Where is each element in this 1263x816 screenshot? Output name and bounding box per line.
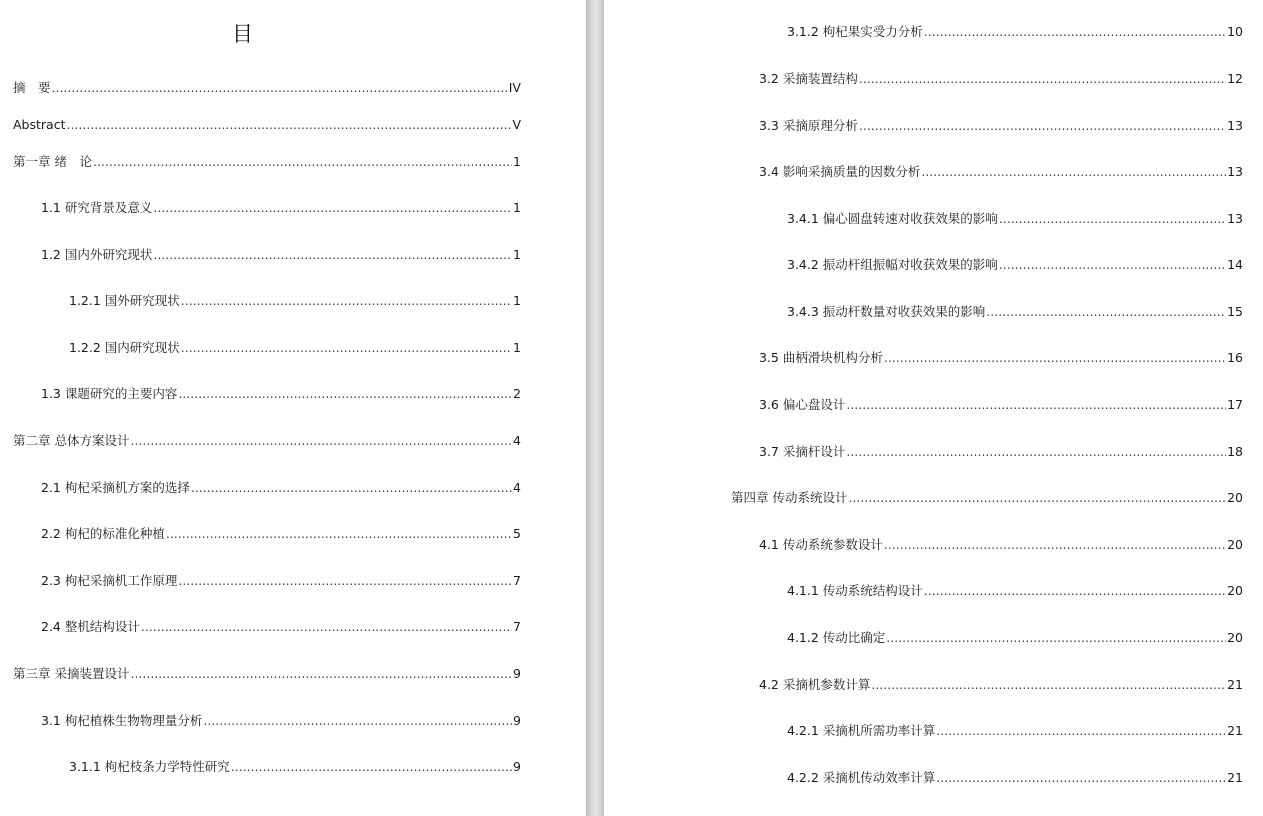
toc-entry-page: 21: [1227, 723, 1243, 738]
toc-entry-page: 12: [1227, 71, 1243, 86]
toc-entry-abstract-cn[interactable]: [13, 80, 521, 96]
toc-entry-3-4-3[interactable]: [787, 304, 1243, 320]
toc-entry-text: 2.2 枸杞的标准化种植: [41, 526, 165, 541]
toc-entry-abstract-en[interactable]: [13, 117, 521, 133]
toc-entry-page: 20: [1227, 583, 1243, 598]
toc-entry-page: 9: [513, 759, 521, 774]
toc-entry-page: 9: [513, 666, 521, 681]
toc-page-left: [0, 0, 586, 816]
toc-leader-dots: [231, 759, 512, 775]
toc-entry-text: 第四章 传动系统设计: [731, 490, 848, 505]
toc-entry-page: 14: [1227, 257, 1243, 272]
toc-leader-dots: [178, 386, 512, 402]
toc-entry-2-1[interactable]: [41, 480, 521, 496]
toc-entry-page: 1: [513, 340, 521, 355]
toc-leader-dots: [884, 350, 1226, 366]
toc-entry-page: 13: [1227, 164, 1243, 179]
toc-entry-page: 1: [513, 293, 521, 308]
toc-leader-dots: [936, 770, 1226, 786]
toc-entry-3-1-1[interactable]: [69, 759, 521, 775]
toc-entry-text: 1.3 课题研究的主要内容: [41, 386, 178, 401]
toc-entry-text: 2.1 枸杞采摘机方案的选择: [41, 480, 190, 495]
toc-entry-4-2-1[interactable]: [787, 723, 1243, 739]
toc-entry-text: 4.1 传动系统参数设计: [759, 537, 883, 552]
toc-entry-text: Abstract: [13, 117, 66, 132]
toc-leader-dots: [859, 118, 1226, 134]
toc-entry-1-2-1[interactable]: [69, 293, 521, 309]
toc-leader-dots: [986, 304, 1226, 320]
toc-entry-4-1-2[interactable]: [787, 630, 1243, 646]
toc-leader-dots: [886, 630, 1226, 646]
toc-entry-text: 第二章 总体方案设计: [13, 433, 130, 448]
toc-leader-dots: [846, 444, 1226, 460]
toc-entry-text: 2.4 整机结构设计: [41, 619, 140, 634]
toc-leader-dots: [884, 537, 1226, 553]
toc-entry-2-3[interactable]: [41, 573, 521, 589]
toc-entry-page: IV: [508, 80, 521, 95]
toc-entry-chapter-2[interactable]: [13, 433, 521, 449]
toc-entry-4-1[interactable]: [759, 537, 1243, 553]
toc-entry-page: 10: [1227, 24, 1243, 39]
toc-entry-3-2[interactable]: [759, 71, 1243, 87]
toc-entry-page: 18: [1227, 444, 1243, 459]
toc-entry-page: 5: [513, 526, 521, 541]
toc-entry-page: 7: [513, 573, 521, 588]
toc-leader-dots: [130, 666, 512, 682]
toc-entry-page: 20: [1227, 490, 1243, 505]
toc-entry-text: 4.2.2 采摘机传动效率计算: [787, 770, 936, 785]
toc-entry-text: 3.1 枸杞植株生物物理量分析: [41, 713, 203, 728]
toc-page-right: [604, 0, 1263, 816]
toc-entry-page: 17: [1227, 397, 1243, 412]
toc-entry-text: 第一章 绪 论: [13, 154, 92, 169]
toc-entry-text: 3.4 影响采摘质量的因数分析: [759, 164, 921, 179]
toc-entry-page: 1: [513, 200, 521, 215]
toc-entry-4-2-2[interactable]: [787, 770, 1243, 786]
toc-leader-dots: [153, 200, 512, 216]
toc-entry-page: 9: [513, 713, 521, 728]
toc-leader-dots: [178, 573, 512, 589]
toc-entry-text: 第三章 采摘装置设计: [13, 666, 130, 681]
toc-leader-dots: [936, 723, 1226, 739]
toc-entry-3-3[interactable]: [759, 118, 1243, 134]
toc-entry-3-5[interactable]: [759, 350, 1243, 366]
toc-leader-dots: [166, 526, 512, 542]
toc-leader-dots: [924, 24, 1226, 40]
toc-leader-dots: [924, 583, 1226, 599]
toc-entry-text: 1.2.2 国内研究现状: [69, 340, 180, 355]
toc-entry-text: 4.2 采摘机参数计算: [759, 677, 871, 692]
toc-entry-page: 4: [513, 480, 521, 495]
toc-entry-text: 3.3 采摘原理分析: [759, 118, 858, 133]
toc-entry-page: 21: [1227, 677, 1243, 692]
toc-leader-dots: [871, 677, 1226, 693]
toc-leader-dots: [66, 117, 511, 133]
toc-leader-dots: [999, 257, 1226, 273]
toc-entry-text: 1.2.1 国外研究现状: [69, 293, 180, 308]
toc-entry-page: 13: [1227, 211, 1243, 226]
toc-leader-dots: [191, 480, 512, 496]
toc-entry-page: 13: [1227, 118, 1243, 133]
toc-entry-page: 1: [513, 247, 521, 262]
toc-leader-dots: [181, 293, 512, 309]
toc-entry-page: 20: [1227, 537, 1243, 552]
toc-leader-dots: [921, 164, 1226, 180]
toc-leader-dots: [181, 340, 512, 356]
toc-entry-4-2[interactable]: [759, 677, 1243, 693]
toc-leader-dots: [999, 211, 1226, 227]
page-gutter: [586, 0, 604, 816]
toc-entry-1-3[interactable]: [41, 386, 521, 402]
toc-entry-page: 2: [513, 386, 521, 401]
toc-leader-dots: [846, 397, 1226, 413]
toc-entry-text: 4.2.1 采摘机所需功率计算: [787, 723, 936, 738]
toc-leader-dots: [859, 71, 1226, 87]
toc-entry-3-1-2[interactable]: [787, 24, 1243, 40]
toc-entry-text: 3.5 曲柄滑块机构分析: [759, 350, 883, 365]
toc-entry-1-1[interactable]: [41, 200, 521, 216]
toc-entry-text: 3.4.1 偏心圆盘转速对收获效果的影响: [787, 211, 998, 226]
toc-entry-3-7[interactable]: [759, 444, 1243, 460]
toc-entry-text: 1.1 研究背景及意义: [41, 200, 153, 215]
toc-entry-text: 3.4.3 振动杆数量对收获效果的影响: [787, 304, 986, 319]
toc-entry-text: 2.3 枸杞采摘机工作原理: [41, 573, 178, 588]
toc-entry-text: 3.6 偏心盘设计: [759, 397, 846, 412]
toc-entry-page: 4: [513, 433, 521, 448]
toc-entry-chapter-3[interactable]: [13, 666, 521, 682]
toc-entry-text: 3.7 采摘杆设计: [759, 444, 846, 459]
toc-entry-2-2[interactable]: [41, 526, 521, 542]
toc-entry-page: V: [512, 117, 521, 132]
toc-entry-3-4-1[interactable]: [787, 211, 1243, 227]
toc-entry-text: 3.1.2 枸杞果实受力分析: [787, 24, 923, 39]
toc-entry-1-2-2[interactable]: [69, 340, 521, 356]
toc-entry-chapter-4[interactable]: [731, 490, 1243, 506]
toc-entry-1-2[interactable]: [41, 247, 521, 263]
toc-entry-text: 3.4.2 振动杆组振幅对收获效果的影响: [787, 257, 998, 272]
toc-entry-page: 20: [1227, 630, 1243, 645]
toc-entry-page: 7: [513, 619, 521, 634]
toc-entry-text: 3.2 采摘装置结构: [759, 71, 858, 86]
toc-entry-page: 1: [513, 154, 521, 169]
toc-entry-4-1-1[interactable]: [787, 583, 1243, 599]
toc-entry-3-1[interactable]: [41, 713, 521, 729]
toc-entry-text: 1.2 国内外研究现状: [41, 247, 153, 262]
toc-leader-dots: [130, 433, 512, 449]
toc-entry-3-6[interactable]: [759, 397, 1243, 413]
toc-entry-page: 16: [1227, 350, 1243, 365]
toc-entry-text: 4.1.2 传动比确定: [787, 630, 886, 645]
toc-entry-3-4[interactable]: [759, 164, 1243, 180]
toc-leader-dots: [203, 713, 512, 729]
toc-entry-text: 3.1.1 枸杞枝条力学特性研究: [69, 759, 230, 774]
toc-entry-page: 15: [1227, 304, 1243, 319]
toc-leader-dots: [93, 154, 512, 170]
toc-entry-page: 21: [1227, 770, 1243, 785]
toc-entry-chapter-1[interactable]: [13, 154, 521, 170]
toc-leader-dots: [848, 490, 1226, 506]
toc-entry-text: 4.1.1 传动系统结构设计: [787, 583, 923, 598]
toc-leader-dots: [153, 247, 512, 263]
toc-leader-dots: [141, 619, 512, 635]
toc-entry-text: 摘 要: [13, 80, 51, 95]
toc-entry-2-4[interactable]: [41, 619, 521, 635]
toc-title: 目: [232, 22, 253, 46]
toc-leader-dots: [52, 80, 508, 96]
toc-entry-3-4-2[interactable]: [787, 257, 1243, 273]
